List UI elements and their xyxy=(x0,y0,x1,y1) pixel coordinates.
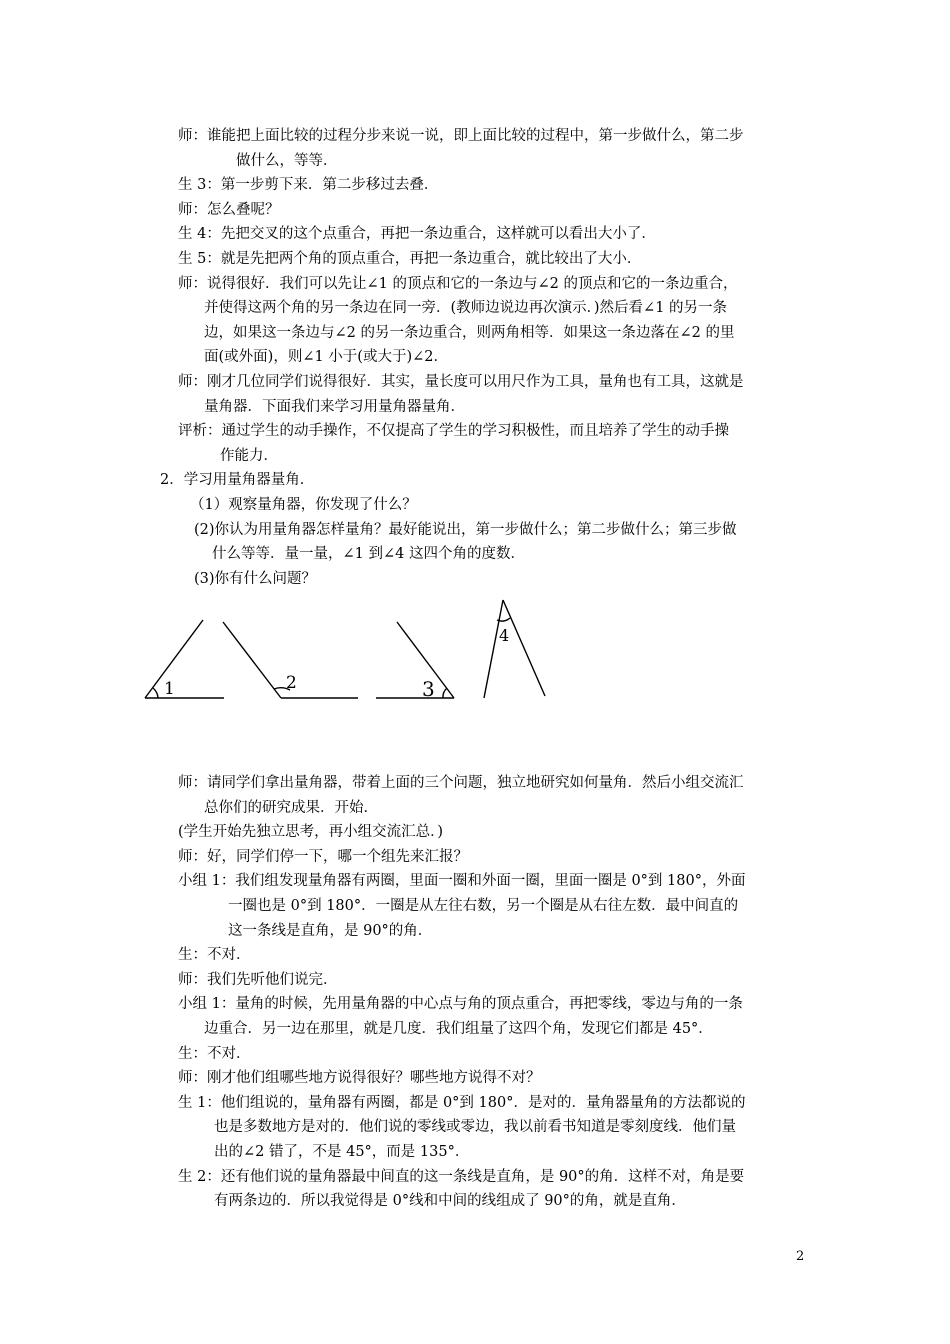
text-line: 这一条线是直角，是 90°的角． xyxy=(228,922,433,939)
text-line: 生 5：就是先把两个角的顶点重合，再把一条边重合，就比较出了大小． xyxy=(178,250,642,267)
text-line: 师：刚才他们组哪些地方说得很好？哪些地方说得不对？ xyxy=(178,1070,541,1087)
text-line: 总你们的研究成果．开始． xyxy=(204,799,378,816)
angle-1-diagram xyxy=(145,620,224,698)
text-line: 小组 1：量角的时候，先用量角器的中心点与角的顶点重合，再把零线，零边与角的一条 xyxy=(178,996,743,1013)
text-line: (3)你有什么问题？ xyxy=(194,570,317,587)
text-line: 师：好，同学们停一下，哪一个组先来汇报？ xyxy=(178,848,468,865)
text-line: 师：谁能把上面比较的过程分步来说一说，即上面比较的过程中，第一步做什么，第二步 xyxy=(178,128,744,144)
text-line: 生 1：他们组说的，量角器有两圈，都是 0°到 180°．是对的．量角器量角的方法都说的 xyxy=(178,1094,746,1111)
text-line: 并使得这两个角的另一条边在同一旁．(教师边说边再次演示．)然后看∠1 的另一条 xyxy=(204,300,728,317)
text-line: 小组 1：我们组发现量角器有两圈，里面一圈和外面一圈，里面一圈是 0°到 180°，外面 xyxy=(178,873,746,890)
text-line: 师：怎么叠呢？ xyxy=(178,201,280,218)
text-line: 生：不对． xyxy=(178,1045,251,1062)
text-line: 也是多数地方是对的．他们说的零线或零边，我以前看书知道是零刻度线．他们量 xyxy=(214,1119,736,1136)
angle-1-label: 1 xyxy=(164,679,175,699)
angle-3-label: 3 xyxy=(422,677,435,701)
text-line: 量角器．下面我们来学习用量角器量角． xyxy=(204,398,465,415)
text-line: 评析：通过学生的动手操作，不仅提高了学生的学习积极性，而且培养了学生的动手操 xyxy=(178,423,729,440)
text-line: 边重合．另一边在那里，就是几度．我们组量了这四个角，发现它们都是 45°． xyxy=(204,1020,713,1037)
angle-4-label: 4 xyxy=(499,626,510,645)
text-line: （1）观察量角器，你发现了什么？ xyxy=(190,496,417,513)
text-line: 一圈也是 0°到 180°．一圈是从左往右数，另一个圈是从右往左数．最中间直的 xyxy=(228,897,739,914)
text-line: 师：说得很好．我们可以先让∠1 的顶点和它的一条边与∠2 的顶点和它的一条边重合， xyxy=(178,275,738,292)
page-number: 2 xyxy=(796,1249,805,1264)
text-line: 生 2：还有他们说的量角器最中间直的这一条线是直角，是 90°的角．这样不对，角是要 xyxy=(178,1168,745,1185)
text-line: 生 3：第一步剪下来．第二步移过去叠． xyxy=(178,177,439,194)
text-line: 师：请同学们拿出量角器，带着上面的三个问题，独立地研究如何量角．然后小组交流汇 xyxy=(178,775,744,791)
text-line: 面(或外面)，则∠1 小于(或大于)∠2． xyxy=(204,349,448,366)
text-line: 出的∠2 错了，不是 45°，而是 135°． xyxy=(214,1143,470,1160)
text-line: 边，如果这一条边与∠2 的另一条边重合，则两角相等．如果这一条边落在∠2 的里 xyxy=(204,324,735,341)
text-line: 作能力． xyxy=(220,447,278,464)
text-line: (学生开始先独立思考，再小组交流汇总．) xyxy=(178,824,444,841)
text-line: 做什么，等等． xyxy=(236,152,338,169)
lesson-text-bottom xyxy=(178,771,814,1214)
angle-4-diagram xyxy=(484,600,545,698)
angle-3-diagram xyxy=(376,622,454,698)
text-line: 生：不对． xyxy=(178,947,251,964)
text-line: (2)你认为用量角器怎样量角？最好能说出，第一步做什么；第二步做什么；第三步做 xyxy=(194,521,737,538)
text-line: 师：刚才几位同学们说得很好．其实，量长度可以用尺作为工具，量角也有工具，这就是 xyxy=(178,373,744,390)
angles-figure xyxy=(140,590,560,710)
text-line: 师：我们先听他们说完． xyxy=(178,971,338,988)
text-line: 生 4：先把交叉的这个点重合，再把一条边重合，这样就可以看出大小了． xyxy=(178,226,656,243)
angle-2-label: 2 xyxy=(286,673,297,693)
text-line: 什么等等．量一量，∠1 到∠4 这四个角的度数． xyxy=(212,546,525,563)
lesson-text-top xyxy=(160,124,814,591)
text-line: 2．学习用量角器量角． xyxy=(160,472,315,489)
text-line: 有两条边的．所以我觉得是 0°线和中间的线组成了 90°的角，就是直角． xyxy=(214,1193,686,1210)
